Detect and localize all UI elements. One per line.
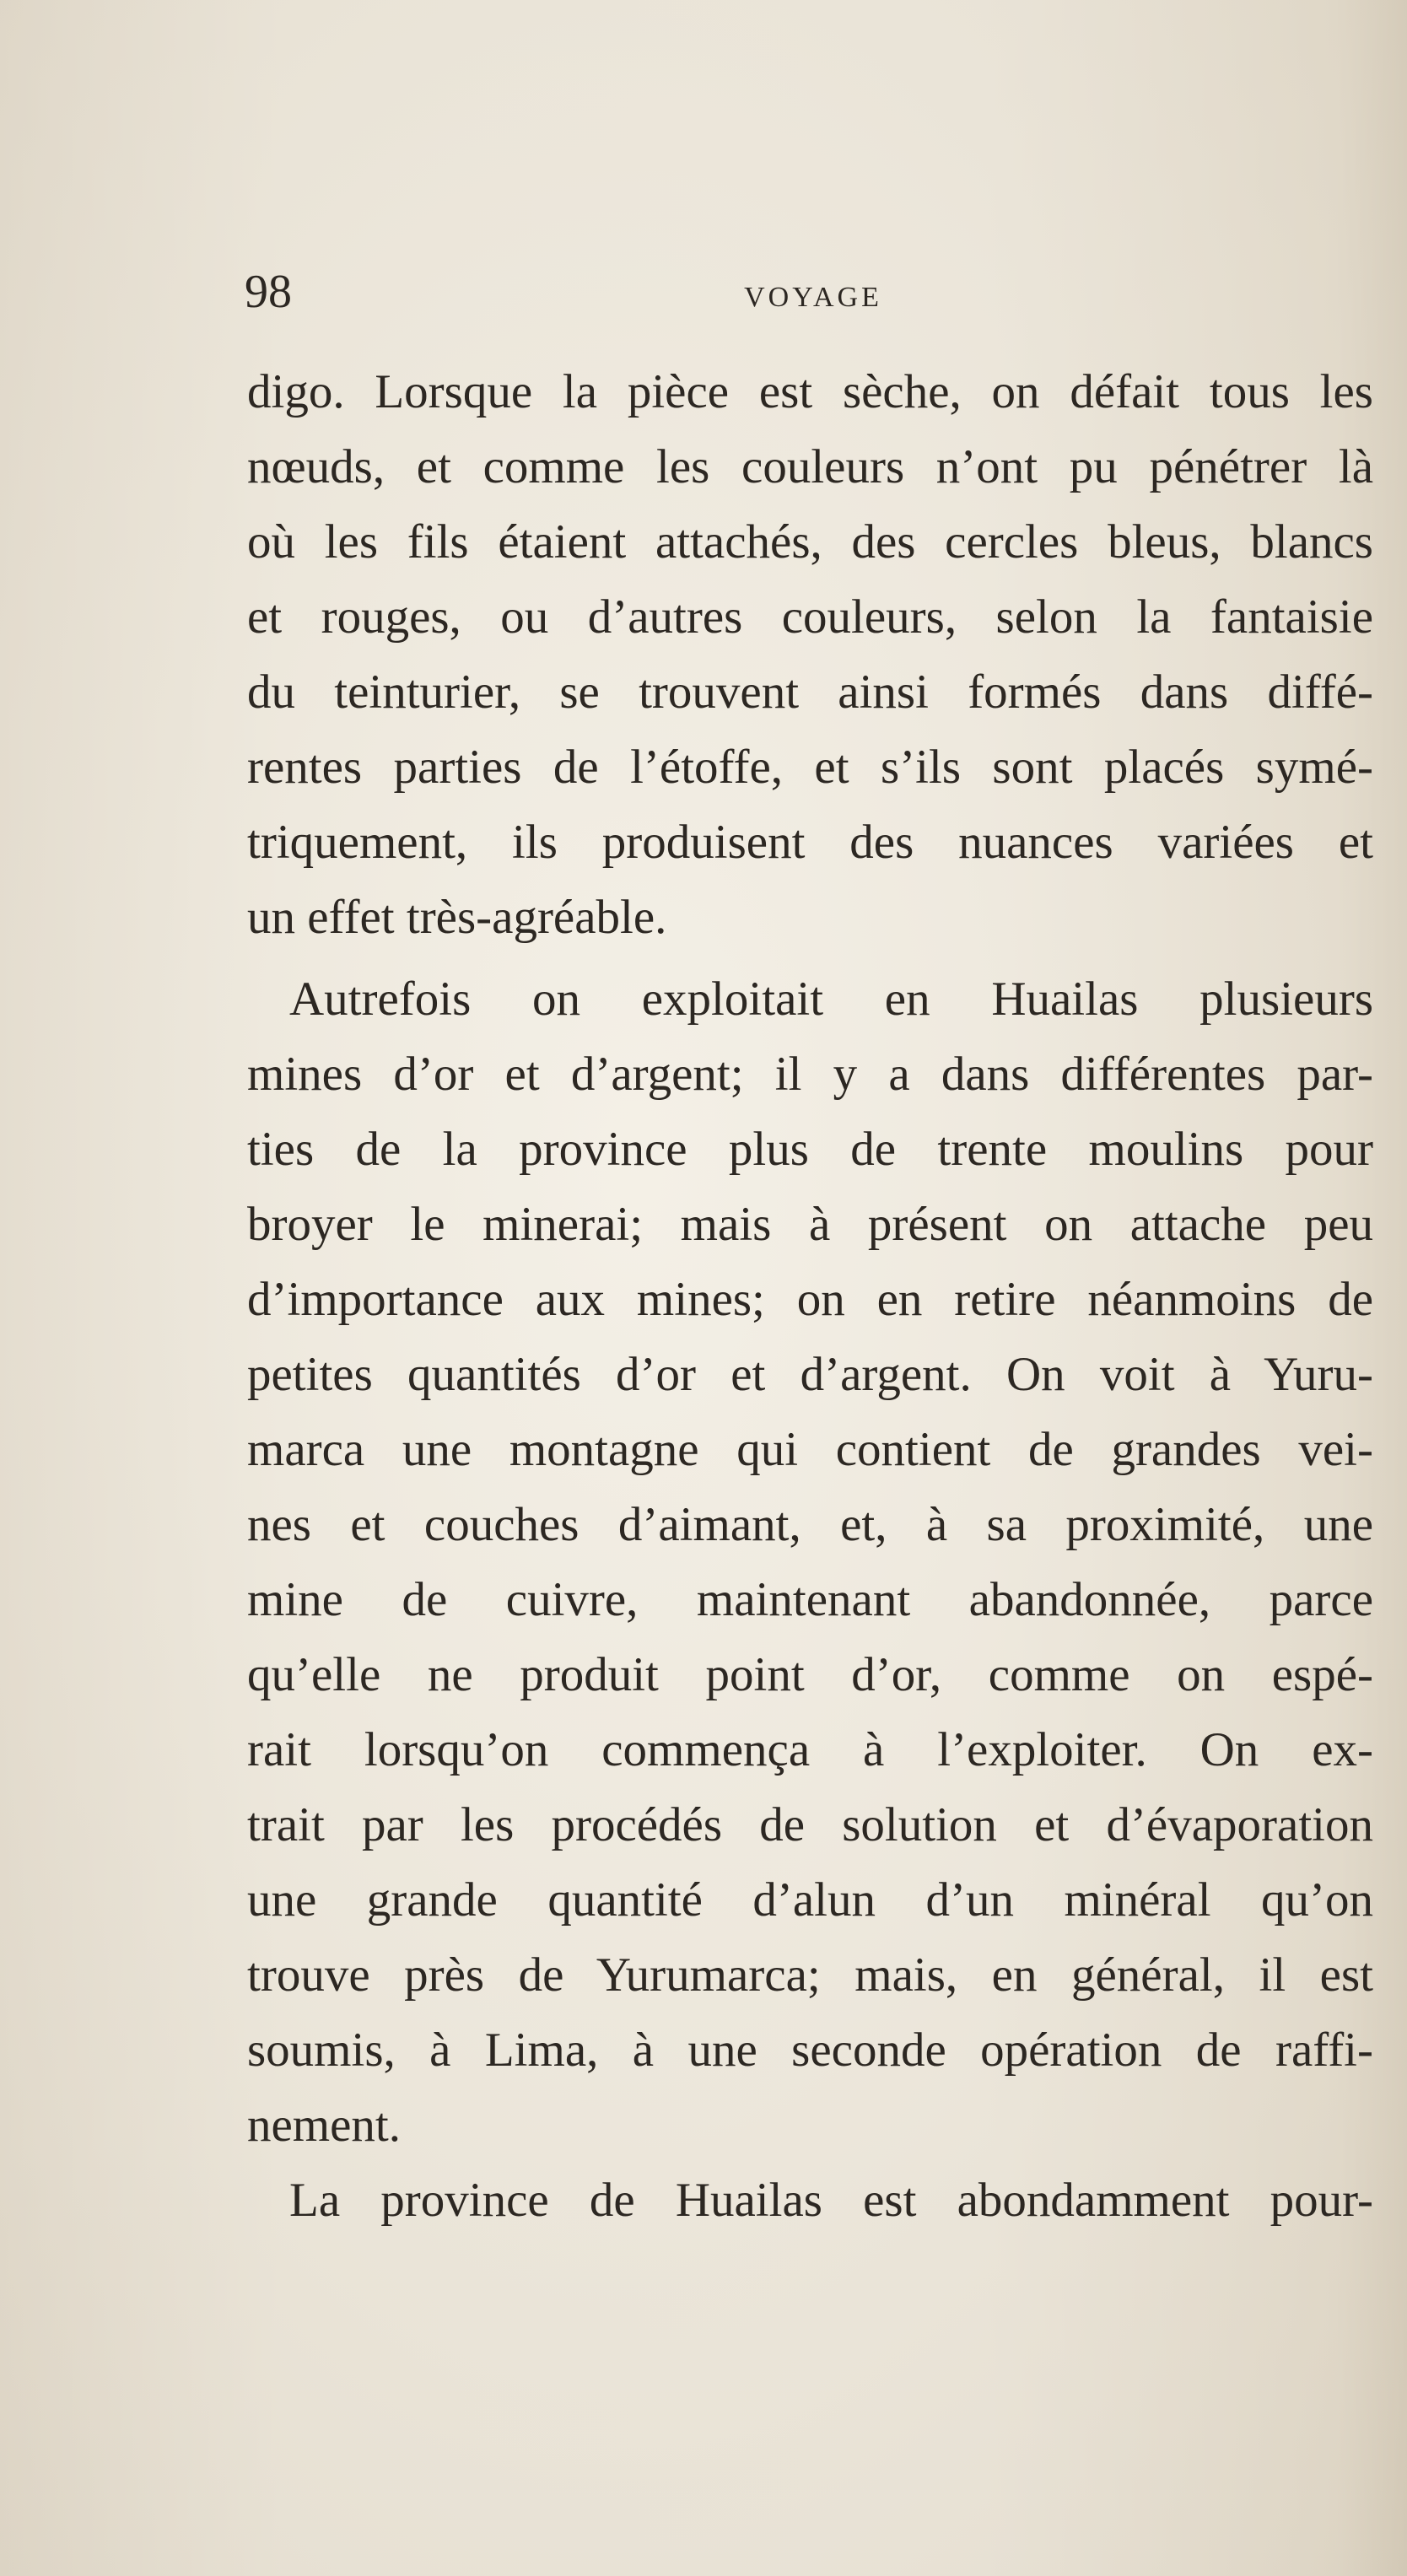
text-line: du teinturier, se trouvent ainsi formés dans diffé- bbox=[247, 666, 1373, 719]
running-title: VOYAGE bbox=[744, 282, 882, 313]
text-line: trouve près de Yurumarca; mais, en général, il est bbox=[247, 1948, 1373, 2002]
text-line: nes et couches d’aimant, et, à sa proximité, une bbox=[247, 1498, 1373, 1551]
text-line: rait lorsqu’on commença à l’exploiter. On ex- bbox=[247, 1723, 1373, 1776]
text-line: une grande quantité d’alun d’un minéral qu’on bbox=[247, 1873, 1373, 1927]
text-line: et rouges, ou d’autres couleurs, selon la fantaisie bbox=[247, 590, 1373, 644]
paragraph bbox=[247, 2163, 1373, 2238]
text-line: un effet très-agréable. bbox=[247, 891, 667, 944]
text-line: Autrefois on exploitait en Huailas plusieurs bbox=[289, 973, 1373, 1026]
paragraph-gap bbox=[247, 955, 1373, 962]
paragraph bbox=[247, 962, 1373, 2163]
text-line: nement. bbox=[247, 2099, 402, 2152]
text-line: trait par les procédés de solution et d’évaporation bbox=[247, 1798, 1373, 1851]
paragraph bbox=[247, 354, 1373, 955]
body-text bbox=[247, 354, 1373, 2238]
text-line: soumis, à Lima, à une seconde opération de raffi- bbox=[247, 2024, 1373, 2077]
running-head bbox=[0, 283, 1407, 312]
text-line: nœuds, et comme les couleurs n’ont pu pénétrer là bbox=[247, 440, 1373, 493]
text-line: broyer le minerai; mais à présent on attache peu bbox=[247, 1198, 1373, 1251]
text-line: petites quantités d’or et d’argent. On voit à Yuru- bbox=[247, 1348, 1373, 1401]
text-line: La province de Huailas est abondamment pour- bbox=[289, 2174, 1373, 2227]
page-number: 98 bbox=[245, 266, 292, 318]
text-line: ties de la province plus de trente moulins pour bbox=[247, 1123, 1373, 1176]
text-line: rentes parties de l’étoffe, et s’ils sont placés symé- bbox=[247, 741, 1373, 794]
text-line: triquement, ils produisent des nuances variées et bbox=[247, 816, 1373, 869]
text-line: digo. Lorsque la pièce est sèche, on défait tous les bbox=[247, 365, 1373, 418]
text-line: marca une montagne qui contient de grandes vei- bbox=[247, 1423, 1373, 1476]
text-line: mine de cuivre, maintenant abandonnée, parce bbox=[247, 1573, 1373, 1626]
text-line: où les fils étaient attachés, des cercles bleus, blancs bbox=[247, 515, 1373, 569]
text-line: mines d’or et d’argent; il y a dans différentes par- bbox=[247, 1048, 1373, 1101]
text-line: d’importance aux mines; on en retire néanmoins de bbox=[247, 1273, 1373, 1326]
text-line: qu’elle ne produit point d’or, comme on espé- bbox=[247, 1648, 1373, 1701]
